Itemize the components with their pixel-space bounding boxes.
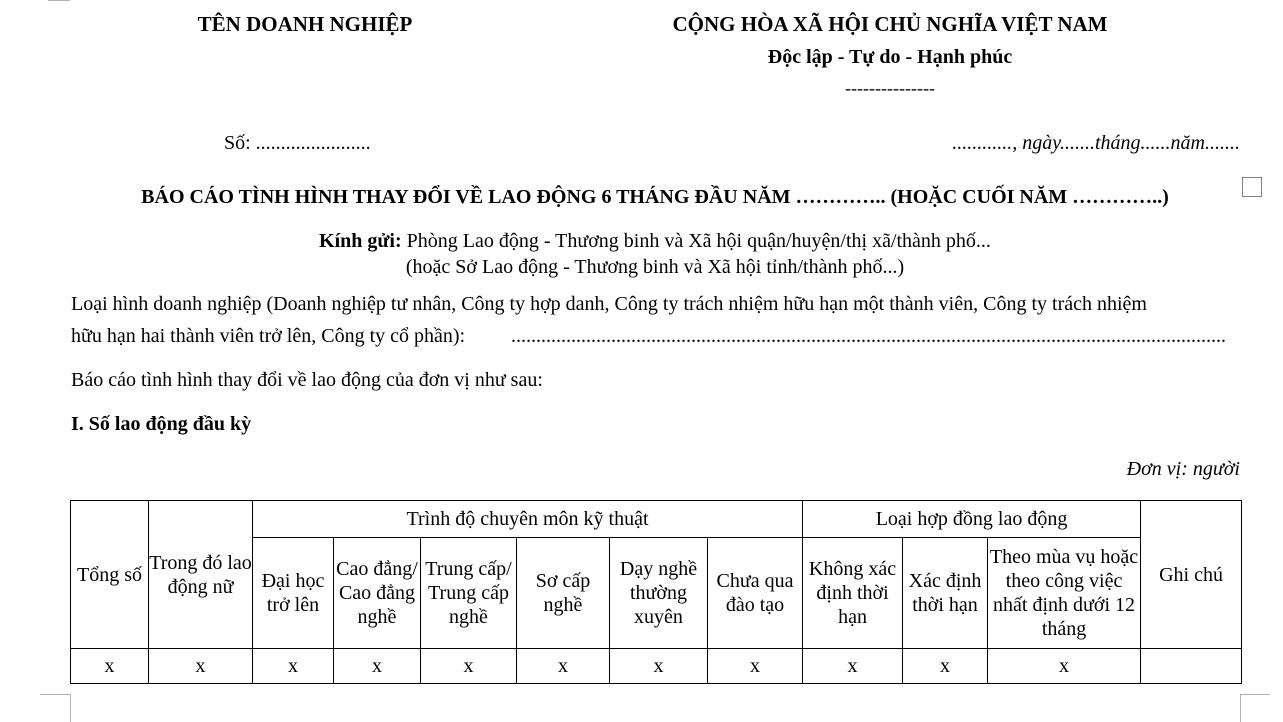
table-row [71,649,1242,684]
recipient-label: Kính gửi: [319,230,402,252]
header-skill-intermediate: Trung cấp/ Trung cấp nghề [421,538,517,649]
business-type-line-1: Loại hình doanh nghiệp (Doanh nghiệp tư nhân, Công ty hợp danh, Công ty trách nhiệm hữu hạn một thành viên, Công ty trách nhiệm [71,293,1147,315]
recipient-text: Phòng Lao động - Thương binh và Xã hội quận/huyện/thị xã/thành phố... [406,230,991,252]
header-contract-indefinite: Không xác định thời hạn [803,538,903,649]
table-cell: x [803,649,903,684]
recipient-line-1 [60,230,1250,253]
header-note: Ghi chú [1141,501,1242,649]
header-contract-definite: Xác định thời hạn [903,538,988,649]
margin-mark [48,0,70,1]
table-cell: x [334,649,421,684]
header-contract-group: Loại hợp đồng lao động [803,501,1141,538]
table-cell: x [421,649,517,684]
table-cell: x [903,649,988,684]
document-date: ............, ngày.......tháng......năm....... [952,132,1240,154]
nation-title: CỘNG HÒA XÃ HỘI CHỦ NGHĨA VIỆT NAM [672,12,1108,36]
report-title: BÁO CÁO TÌNH HÌNH THAY ĐỔI VỀ LAO ĐỘNG 6 THÁNG ĐẦU NĂM ………….. (HOẶC CUỐI NĂM …………..) [141,186,1169,208]
table-cell: x [253,649,334,684]
margin-mark [70,694,71,722]
header-skill-group: Trình độ chuyên môn kỹ thuật [253,501,803,538]
recipient-line-2: (hoặc Sở Lao động - Thương binh và Xã hội tỉnh/thành phố...) [405,256,905,278]
margin-mark [1240,694,1241,722]
margin-mark [40,694,70,695]
section-heading: I. Số lao động đầu kỳ [71,413,252,435]
intro-text: Báo cáo tình hình thay đổi về lao động của đơn vị như sau: [71,369,543,391]
header-skill-elementary: Sơ cấp nghề [517,538,610,649]
business-type-line-2 [71,325,1241,348]
header-contract-seasonal: Theo mùa vụ hoặc theo công việc nhất định dưới 12 tháng [988,538,1141,649]
document-number: Số: ....................... [224,132,371,154]
motto: Độc lập - Tự do - Hạnh phúc [767,46,1013,68]
business-type-text: hữu hạn hai thành viên trở lên, Công ty cổ phần): [71,325,466,347]
table-cell: x [149,649,253,684]
unit-label: Đơn vị: người [1126,458,1240,480]
header-skill-college: Cao đẳng/ Cao đẳng nghề [334,538,421,649]
checkbox[interactable] [1242,177,1262,197]
header-skill-regular: Dạy nghề thường xuyên [610,538,708,649]
table-cell: x [71,649,149,684]
table-cell: x [708,649,803,684]
table-cell: x [610,649,708,684]
labor-table [70,500,1242,684]
header-skill-untrained: Chưa qua đào tạo [708,538,803,649]
table-cell: x [988,649,1141,684]
header-female: Trong đó lao động nữ [149,501,253,649]
header-total: Tổng số [71,501,149,649]
business-type-fill-dots: ............................................................................................................................................... [511,325,1226,347]
margin-mark [1240,694,1270,695]
header-skill-university: Đại học trở lên [253,538,334,649]
table-cell: x [517,649,610,684]
header-rule: --------------- [845,78,935,98]
company-name: TÊN DOANH NGHIỆP [197,12,413,36]
table-cell [1141,649,1242,684]
